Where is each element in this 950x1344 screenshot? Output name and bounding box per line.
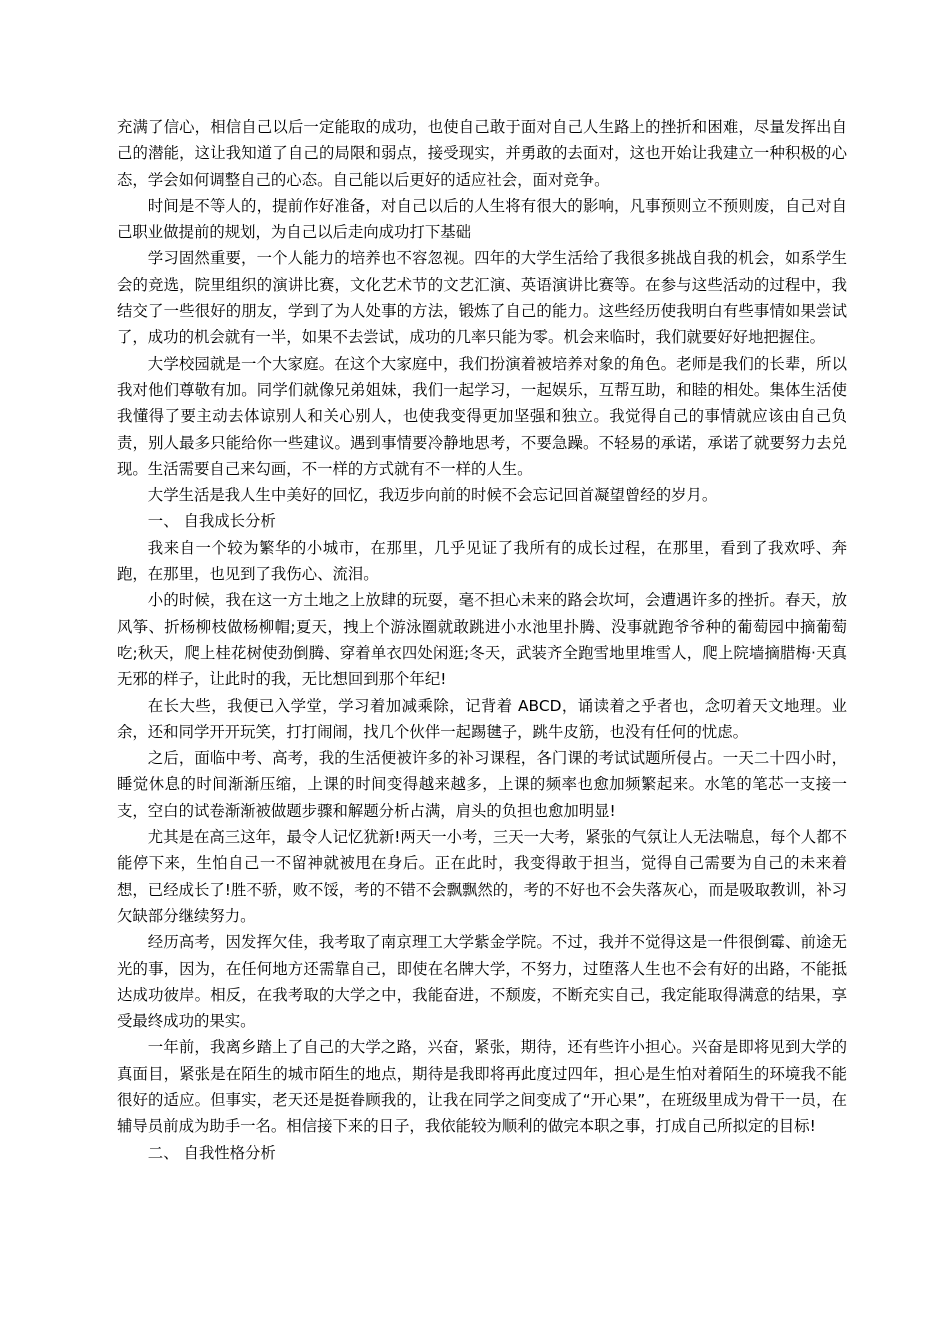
paragraph-study-ability: 学习固然重要，一个人能力的培养也不容忽视。四年的大学生活给了我很多挑战自我的机会，如系学生会的竞选，院里组织的演讲比赛，文化艺术节的文艺汇演、英语演讲比赛等。在参与这些活动的过程中，我结交了一些很好的朋友，学到了为人处事的方法，锻炼了自己的能力。这些经历使我明白有些事情如果尝试了，成功的机会就有一半，如果不去尝试，成功的几率只能为零。机会来临时，我们就要好好地把握住。 [117, 249, 847, 347]
section-heading-personality: 二、 自我性格分析 [147, 1143, 276, 1162]
paragraph-confidence: 充满了信心，相信自己以后一定能取的成功，也使自己敢于面对自己人生路上的挫折和困难，尽量发挥出自己的潜能，这让我知道了自己的局限和弱点，接受现实，并勇敢的去面对，这也开始让我建立一种积极的心态，学会如何调整自己的心态。自己能以后更好的适应社会，面对竞争。 [117, 118, 847, 189]
paragraph-college-memory: 大学生活是我人生中美好的回忆，我迈步向前的时候不会忘记回首凝望曾经的岁月。 [147, 486, 718, 505]
paragraph-senior-year: 尤其是在高三这年，最令人记忆犹新!两天一小考，三天一大考，紧张的气氛让人无法喘息，每个人都不能停下来，生怕自己一不留神就被甩在身后。正在此时，我变得敢于担当，觉得自己需要为自己的未来着想，已经成长了!胜不骄，败不馁，考的不错不会飘飘然的，考的不好也不会失落灰心，而是吸取教训，补习欠缺部分继续努力。 [117, 828, 847, 925]
paragraph-childhood: 小的时候，我在这一方土地之上放肆的玩耍，毫不担心未来的路会坎坷，会遭遇许多的挫折。春天，放风筝、折杨柳枝做杨柳帽;夏天，拽上个游泳圈就敢跳进小水池里扑腾、没事就跑爷爷种的葡萄园中摘葡萄吃;秋天，爬上桂花树使劲倒腾、穿着单衣四处闲逛;冬天，武装齐全跑雪地里堆雪人，爬上院墙摘腊梅·天真无邪的样子，让此时的我，无比想回到那个年纪! [117, 591, 847, 689]
paragraph-exams: 之后，面临中考、高考，我的生活便被许多的补习课程，各门课的考试试题所侵占。一天二十四小时，睡觉休息的时间渐渐压缩，上课的时间变得越来越多，上课的频率也愈加频繁起来。水笔的笔芯一支接一支，空白的试卷渐渐被做题步骤和解题分析占满，肩头的负担也愈加明显! [117, 749, 847, 820]
paragraph-year-ago: 一年前，我离乡踏上了自己的大学之路，兴奋，紧张，期待，还有些许小担心。兴奋是即将见到大学的真面目，紧张是在陌生的城市陌生的地点，期待是我即将再此度过四年，担心是生怕对着陌生的环境我不能很好的适应。但事实，老天还是挺眷顾我的，让我在同学之间变成了“开心果”，在班级里成为骨干一员，在辅导员前成为助手一名。相信接下来的日子，我依能较为顺利的做完本职之事，打成自己所拟定的目标! [117, 1038, 847, 1136]
paragraph-campus-family: 大学校园就是一个大家庭。在这个大家庭中，我们扮演着被培养对象的角色。老师是我们的长辈，所以我对他们尊敬有加。同学们就像兄弟姐妹，我们一起学习，一起娱乐，互帮互助，和睦的相处。集体生活使我懂得了要主动去体谅别人和关心别人，也使我变得更加坚强和独立。我觉得自己的事情就应该由自己负责，别人最多只能给你一些建议。遇到事情要冷静地思考，不要急躁。不轻易的承诺，承诺了就要努力去兑现。生活需要自己来勾画，不一样的方式就有不一样的人生。 [117, 354, 847, 478]
paragraph-hometown: 我来自一个较为繁华的小城市，在那里，几乎见证了我所有的成长过程，在那里，看到了我欢呼、奔跑，在那里，也见到了我伤心、流泪。 [117, 538, 847, 584]
section-heading-growth: 一、 自我成长分析 [147, 512, 276, 531]
paragraph-college-entrance: 经历高考，因发挥欠佳，我考取了南京理工大学紫金学院。不过，我并不觉得这是一件很倒霉、前途无光的事，因为，在任何地方还需靠自己，即使在名牌大学，不努力，过堕落人生也不会有好的出路，不能抵达成功彼岸。相反，在我考取的大学之中，我能奋进，不颓废，不断充实自己，我定能取得满意的结果，享受最终成功的果实。 [117, 933, 847, 1031]
paragraph-school-days: 在长大些，我便已入学堂，学习着加减乘除，记背着 ABCD，诵读着之乎者也，念叨着天文地理。业余，还和同学开开玩笑，打打闹闹，找几个伙伴一起踢毽子，跳牛皮筋，也没有任何的忧虑。 [117, 696, 847, 741]
paragraph-time: 时间是不等人的，提前作好准备，对自己以后的人生将有很大的影响，凡事预则立不预则废，自己对自己职业做提前的规划，为自己以后走向成功打下基础 [117, 196, 847, 242]
document-page [117, 114, 847, 1166]
